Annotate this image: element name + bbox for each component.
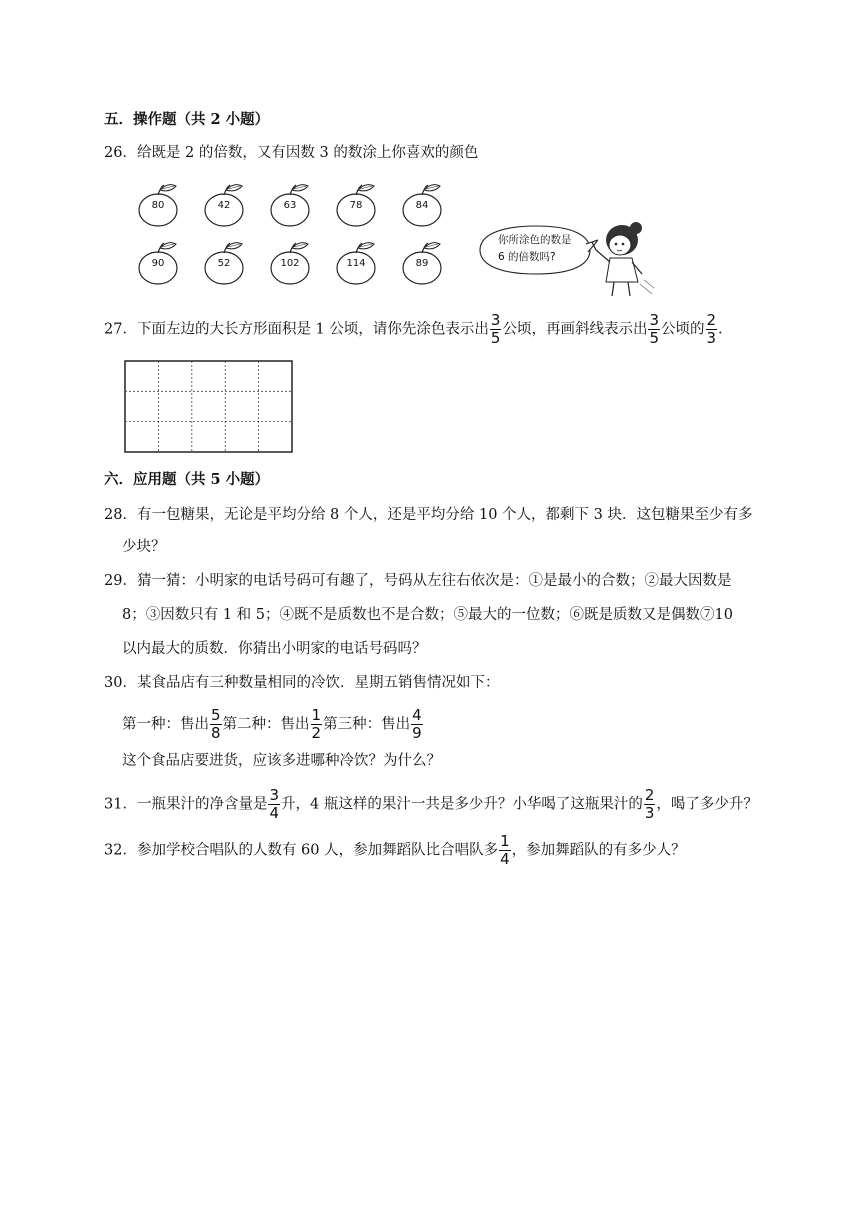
apple-icon [268,238,312,286]
apple-number: 84 [415,200,429,211]
apple-icon [400,180,444,228]
question-27: 27．下面左边的大长方形面积是 1 公顷，请你先涂色表示出 $\frac{3}{5}$ 公顷，再画斜线表示出 $\frac{3}{5}$ 公顷的 $\frac{2}{3}$ . [104,311,723,347]
question-30-line-1: 30．某食品店有三种数量相同的冷饮．星期五销售情况如下： [104,675,500,691]
fraction: $\frac{1}{4}$ [500,832,510,868]
apple-number: 78 [349,200,363,211]
apple-number: 63 [283,200,297,211]
question-28-line-1: 28．有一包糖果，无论是平均分给 8 个人，还是平均分给 10 个人，都剩下 3 块．这包糖果至少有多 [104,507,753,523]
question-29-line-1: 29．猜一猜：小明家的电话号码可有趣了，号码从左往右依次是：①是最小的合数；②最大因数是 [104,573,732,589]
question-26-text: 26．给既是 2 的倍数，又有因数 3 的数涂上你喜欢的颜色 [104,145,479,161]
apple-icon [400,238,444,286]
girl-illustration-icon [588,220,654,298]
fraction: $\frac{3}{5}$ [649,311,659,347]
fraction: $\frac{2}{3}$ [644,786,655,822]
apple-number: 90 [151,258,165,269]
apple-number: 52 [217,258,231,269]
apple-icon [268,180,312,228]
apple-icon [136,180,180,228]
fraction: $\frac{5}{8}$ [211,706,221,742]
question-28-line-2: 少块？ [122,539,166,555]
rectangle-grid [124,360,294,458]
fraction: $\frac{4}{9}$ [412,706,422,742]
apple-icon [136,238,180,286]
fraction: $\frac{3}{5}$ [490,311,501,347]
section-heading-operation: 五．操作题（共 2 小题） [104,111,270,128]
apple-number: 102 [280,258,300,269]
question-31: 31．一瓶果汁的净含量是 $\frac{3}{4}$ 升，4 瓶这样的果汁一共是多少升？小华喝了这瓶果汁的 $\frac{2}{3}$ ，喝了多少升？ [104,786,758,822]
speech-bubble [474,222,598,280]
apple-icon [334,180,378,228]
apple-number: 42 [217,200,231,211]
apple-icon [202,180,246,228]
section-heading-application: 六．应用题（共 5 小题） [104,471,270,488]
apple-number: 89 [415,258,429,269]
bubble-line-2: 6 的倍数吗? [498,251,556,263]
apple-number: 80 [151,200,165,211]
fraction: $\frac{3}{4}$ [269,786,279,822]
question-29-line-2: 8；③因数只有 1 和 5；④既不是质数也不是合数；⑤最大的一位数；⑥既是质数又是偶数⑦10 [122,607,733,623]
apple-number: 114 [346,258,366,269]
question-30-line-3: 这个食品店要进货，应该多进哪种冷饮？为什么？ [122,753,441,769]
fraction: $\frac{1}{2}$ [311,706,322,742]
bubble-line-1: 你所涂色的数是 [498,234,572,246]
apple-grid [134,180,454,292]
question-32: 32．参加学校合唱队的人数有 60 人，参加舞蹈队比合唱队多 $\frac{1}{4}$ ，参加舞蹈队的有多少人？ [104,832,686,868]
question-29-line-3: 以内最大的质数．你猜出小明家的电话号码吗？ [122,641,427,657]
fraction: $\frac{2}{3}$ [706,311,717,347]
apple-icon [202,238,246,286]
apple-icon [334,238,378,286]
question-30-line-2: 第一种：售出 $\frac{5}{8}$ 第二种：售出 $\frac{1}{2}$ 第三种：售出 $\frac{4}{9}$ [122,706,422,742]
